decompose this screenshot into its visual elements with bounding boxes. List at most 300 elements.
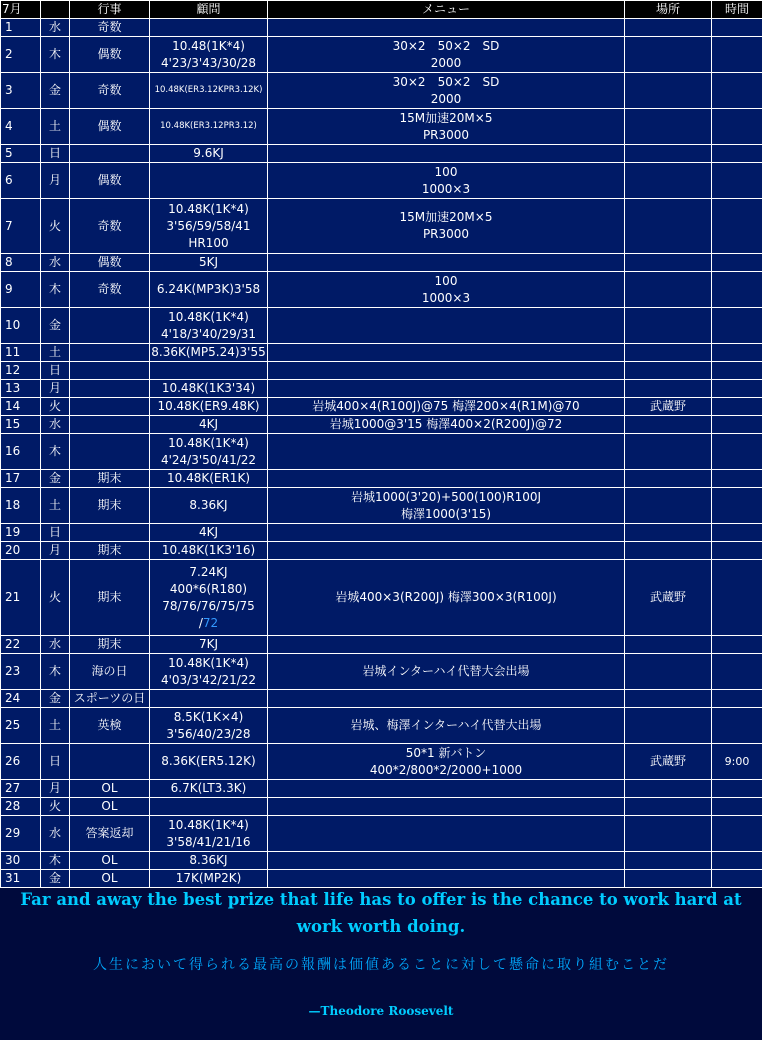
header-advisor: 顧問	[150, 1, 268, 19]
menu-cell	[268, 798, 625, 816]
time-cell	[712, 308, 762, 344]
advisor-cell-text: 8.36KJ	[189, 853, 228, 867]
event-cell	[70, 690, 150, 708]
advisor-cell-text: 10.48K(ER3.12PR3.12)	[160, 121, 257, 131]
event-cell-text: OL	[101, 853, 118, 867]
advisor-cell-text: 8.36K(ER5.12K)	[161, 754, 256, 768]
day-cell	[41, 780, 70, 798]
day-cell	[41, 254, 70, 272]
menu-cell	[268, 780, 625, 798]
date-cell	[1, 398, 41, 416]
event-cell-text: 奇数	[97, 282, 122, 296]
menu-cell-text: 30×2 50×2 SD 2000	[392, 38, 500, 70]
advisor-cell	[150, 272, 268, 308]
place-cell	[625, 542, 712, 560]
table-row	[1, 416, 762, 434]
place-cell	[625, 434, 712, 470]
advisor-cell	[150, 199, 268, 254]
event-cell-text: 期末	[97, 543, 122, 557]
event-cell-text: OL	[101, 871, 118, 885]
event-cell	[70, 470, 150, 488]
menu-cell	[268, 308, 625, 344]
table-row	[1, 380, 762, 398]
header-place: 場所	[625, 1, 712, 19]
date-cell-text: 3	[5, 83, 13, 97]
advisor-cell-text: 8.5K(1K×4) 3'56/40/23/28	[166, 709, 251, 741]
place-cell	[625, 380, 712, 398]
menu-cell	[268, 852, 625, 870]
day-cell	[41, 308, 70, 344]
time-cell	[712, 434, 762, 470]
time-cell	[712, 744, 762, 780]
time-cell	[712, 272, 762, 308]
advisor-cell	[150, 560, 268, 636]
place-cell-text: 武蔵野	[649, 399, 686, 413]
place-cell	[625, 798, 712, 816]
event-cell-text: 奇数	[97, 83, 122, 97]
table-row	[1, 690, 762, 708]
day-cell-text: 月	[48, 781, 61, 795]
event-cell-text: 偶数	[97, 47, 122, 61]
day-cell	[41, 163, 70, 199]
date-cell	[1, 163, 41, 199]
date-cell-text: 4	[5, 119, 13, 133]
date-cell	[1, 308, 41, 344]
place-cell	[625, 708, 712, 744]
date-cell	[1, 344, 41, 362]
date-cell-text: 1	[5, 20, 13, 34]
event-cell	[70, 19, 150, 37]
day-cell-text: 木	[48, 282, 61, 296]
quote-block	[0, 882, 762, 1018]
event-cell	[70, 37, 150, 73]
day-cell-text: 金	[48, 871, 61, 885]
menu-cell-text: 岩城インターハイ代替大会出場	[362, 664, 530, 678]
date-cell-text: 11	[5, 345, 21, 359]
event-cell-text: スポーツの日	[73, 691, 146, 705]
day-cell-text: 日	[48, 363, 61, 377]
event-cell	[70, 380, 150, 398]
place-cell	[625, 272, 712, 308]
day-cell	[41, 744, 70, 780]
advisor-cell-text: 10.48K(ER3.12KPR3.12K)	[154, 85, 263, 95]
time-cell	[712, 654, 762, 690]
menu-cell	[268, 398, 625, 416]
date-cell-text: 18	[5, 498, 21, 512]
menu-cell	[268, 272, 625, 308]
day-cell-text: 土	[48, 345, 61, 359]
event-cell-text: 期末	[97, 471, 122, 485]
place-cell	[625, 654, 712, 690]
menu-cell	[268, 654, 625, 690]
date-cell-text: 14	[5, 399, 21, 413]
day-cell-text: 木	[48, 853, 61, 867]
date-cell-text: 22	[5, 637, 21, 651]
advisor-cell	[150, 434, 268, 470]
event-cell	[70, 488, 150, 524]
table-row	[1, 744, 762, 780]
time-cell	[712, 19, 762, 37]
advisor-cell	[150, 109, 268, 145]
day-cell	[41, 19, 70, 37]
day-cell-text: 水	[48, 417, 61, 431]
table-row	[1, 780, 762, 798]
date-cell-text: 28	[5, 799, 21, 813]
event-cell	[70, 199, 150, 254]
table-row	[1, 816, 762, 852]
day-cell-text: 日	[48, 146, 61, 160]
advisor-cell-text: 10.48(1K*4) 4'23/3'43/30/28	[160, 38, 257, 70]
menu-cell	[268, 708, 625, 744]
table-row	[1, 636, 762, 654]
day-cell	[41, 542, 70, 560]
date-cell	[1, 199, 41, 254]
table-row	[1, 254, 762, 272]
menu-cell-text: 岩城1000(3'20)+500(100)R100J 梅澤1000(3'15)	[350, 489, 542, 521]
quote-japanese: 人生において得られる最高の報酬は価値あることに対して懸命に取り組むことだ	[93, 957, 669, 973]
advisor-cell	[150, 488, 268, 524]
time-cell	[712, 73, 762, 109]
table-row	[1, 163, 762, 199]
advisor-cell-text: 10.48K(1K*4) 3'56/59/58/41 HR100	[166, 201, 251, 250]
day-cell-text: 火	[48, 799, 61, 813]
date-cell-text: 9	[5, 282, 13, 296]
advisor-cell-text: 4KJ	[198, 525, 219, 539]
advisor-cell-text: 9.6KJ	[193, 146, 224, 160]
time-cell	[712, 145, 762, 163]
day-cell-text: 水	[48, 255, 61, 269]
menu-cell	[268, 690, 625, 708]
date-cell-text: 2	[5, 47, 13, 61]
date-cell-text: 23	[5, 664, 21, 678]
date-cell	[1, 434, 41, 470]
event-cell	[70, 816, 150, 852]
day-cell	[41, 416, 70, 434]
day-cell	[41, 199, 70, 254]
day-cell	[41, 434, 70, 470]
date-cell	[1, 560, 41, 636]
event-cell	[70, 798, 150, 816]
table-row	[1, 434, 762, 470]
time-cell	[712, 362, 762, 380]
day-cell	[41, 690, 70, 708]
date-cell	[1, 524, 41, 542]
day-cell-text: 月	[48, 381, 61, 395]
menu-cell	[268, 744, 625, 780]
date-cell-text: 19	[5, 525, 21, 539]
date-cell-text: 20	[5, 543, 21, 557]
place-cell	[625, 254, 712, 272]
quote-english: Far and away the best prize that life has to offer is the chance to work hard at work worth doing.	[20, 890, 742, 936]
menu-cell	[268, 362, 625, 380]
day-cell-text: 木	[48, 444, 61, 458]
menu-cell-text: 岩城400×3(R200J) 梅澤300×3(R100J)	[335, 590, 557, 604]
place-cell	[625, 816, 712, 852]
place-cell	[625, 560, 712, 636]
schedule-body	[1, 19, 762, 888]
event-cell	[70, 542, 150, 560]
time-cell	[712, 708, 762, 744]
advisor-cell	[150, 816, 268, 852]
time-cell	[712, 254, 762, 272]
day-cell-text: 土	[48, 498, 61, 512]
advisor-cell	[150, 690, 268, 708]
event-cell	[70, 308, 150, 344]
event-cell	[70, 145, 150, 163]
date-cell-text: 26	[5, 754, 21, 768]
table-row	[1, 470, 762, 488]
day-cell-text: 金	[48, 691, 61, 705]
menu-cell	[268, 416, 625, 434]
date-cell-text: 15	[5, 417, 21, 431]
event-cell-text: 偶数	[97, 173, 122, 187]
time-cell	[712, 690, 762, 708]
table-row	[1, 37, 762, 73]
advisor-cell	[150, 524, 268, 542]
menu-cell	[268, 199, 625, 254]
date-cell-text: 6	[5, 173, 13, 187]
advisor-tail-prefix: /	[198, 615, 203, 630]
event-cell	[70, 708, 150, 744]
menu-cell	[268, 163, 625, 199]
date-cell-text: 31	[5, 871, 21, 885]
table-row	[1, 272, 762, 308]
event-cell	[70, 272, 150, 308]
event-cell	[70, 560, 150, 636]
date-cell	[1, 654, 41, 690]
advisor-cell	[150, 380, 268, 398]
date-cell-text: 29	[5, 826, 21, 840]
header-month: 7月	[1, 1, 41, 19]
day-cell	[41, 560, 70, 636]
table-row	[1, 19, 762, 37]
table-row	[1, 524, 762, 542]
advisor-cell-text: 17K(MP2K)	[175, 871, 242, 885]
date-cell	[1, 690, 41, 708]
event-cell	[70, 344, 150, 362]
place-cell	[625, 109, 712, 145]
time-cell	[712, 380, 762, 398]
date-cell	[1, 488, 41, 524]
event-cell-text: 奇数	[97, 218, 122, 233]
date-cell	[1, 362, 41, 380]
advisor-cell-text: 10.48K(1K*4) 4'24/3'50/41/22	[160, 435, 257, 467]
date-cell	[1, 19, 41, 37]
advisor-cell-text: 7KJ	[198, 637, 219, 651]
advisor-cell	[150, 542, 268, 560]
day-cell	[41, 344, 70, 362]
header-row	[1, 1, 762, 19]
day-cell-text: 火	[48, 590, 61, 604]
advisor-highlight-text: 72	[202, 615, 219, 630]
header-event: 行事	[70, 1, 150, 19]
time-cell	[712, 109, 762, 145]
event-cell	[70, 524, 150, 542]
date-cell	[1, 272, 41, 308]
event-cell-text: 答案返却	[85, 826, 134, 840]
event-cell	[70, 362, 150, 380]
time-cell-text: 9:00	[724, 755, 750, 768]
advisor-cell	[150, 708, 268, 744]
event-cell	[70, 654, 150, 690]
day-cell-text: 金	[48, 83, 61, 97]
advisor-cell-text: 10.48K(1K3'16)	[161, 543, 256, 557]
event-cell-text: 偶数	[97, 255, 122, 269]
date-cell	[1, 542, 41, 560]
advisor-cell	[150, 780, 268, 798]
event-cell-text: OL	[101, 799, 118, 813]
menu-cell-text: 15M加速20M×5 PR3000	[399, 210, 493, 241]
place-cell	[625, 690, 712, 708]
advisor-cell	[150, 362, 268, 380]
event-cell	[70, 636, 150, 654]
place-cell	[625, 199, 712, 254]
time-cell	[712, 542, 762, 560]
date-cell-text: 13	[5, 381, 21, 395]
advisor-cell-text: 10.48K(1K*4) 4'18/3'40/29/31	[160, 309, 257, 341]
advisor-cell	[150, 744, 268, 780]
quote-author: —Theodore Roosevelt	[308, 1004, 454, 1018]
day-cell-text: 木	[48, 47, 61, 61]
menu-cell	[268, 145, 625, 163]
day-cell	[41, 852, 70, 870]
menu-cell	[268, 434, 625, 470]
date-cell-text: 30	[5, 853, 21, 867]
event-cell	[70, 744, 150, 780]
day-cell-text: 日	[48, 754, 61, 768]
advisor-cell-text: 8.36K(MP5.24)3'55	[151, 345, 266, 359]
date-cell	[1, 708, 41, 744]
date-cell	[1, 37, 41, 73]
day-cell	[41, 470, 70, 488]
day-cell-text: 火	[48, 399, 61, 413]
date-cell	[1, 254, 41, 272]
day-cell	[41, 398, 70, 416]
day-cell-text: 水	[48, 20, 61, 34]
time-cell	[712, 470, 762, 488]
menu-cell	[268, 542, 625, 560]
advisor-cell-text: 10.48K(1K*4) 4'03/3'42/21/22	[160, 655, 257, 687]
date-cell	[1, 73, 41, 109]
event-cell	[70, 434, 150, 470]
advisor-cell	[150, 470, 268, 488]
menu-cell	[268, 380, 625, 398]
day-cell-text: 水	[48, 826, 61, 840]
day-cell-text: 水	[48, 637, 61, 651]
advisor-cell	[150, 636, 268, 654]
event-cell	[70, 163, 150, 199]
menu-cell	[268, 816, 625, 852]
table-row	[1, 73, 762, 109]
table-row	[1, 308, 762, 344]
day-cell	[41, 145, 70, 163]
menu-cell	[268, 109, 625, 145]
time-cell	[712, 816, 762, 852]
event-cell-text: 海の日	[91, 664, 128, 678]
date-cell	[1, 380, 41, 398]
menu-cell	[268, 560, 625, 636]
place-cell	[625, 524, 712, 542]
event-cell	[70, 852, 150, 870]
place-cell	[625, 344, 712, 362]
date-cell	[1, 744, 41, 780]
menu-cell	[268, 636, 625, 654]
day-cell	[41, 654, 70, 690]
date-cell-text: 10	[5, 318, 21, 332]
day-cell-text: 月	[48, 543, 61, 557]
place-cell	[625, 362, 712, 380]
menu-cell	[268, 254, 625, 272]
advisor-cell	[150, 254, 268, 272]
advisor-cell	[150, 163, 268, 199]
menu-cell-text: 100 1000×3	[421, 273, 471, 305]
menu-cell	[268, 488, 625, 524]
advisor-cell-text: 6.24K(MP3K)3'58	[156, 282, 261, 296]
day-cell-text: 土	[48, 718, 61, 732]
date-cell	[1, 816, 41, 852]
advisor-cell-text: 4KJ	[198, 417, 219, 431]
day-cell-text: 金	[48, 471, 61, 485]
header-menu: メニュー	[268, 1, 625, 19]
place-cell	[625, 398, 712, 416]
date-cell-text: 21	[5, 590, 21, 604]
advisor-cell-text: 10.48K(1K3'34)	[161, 381, 256, 395]
menu-cell-text: 100 1000×3	[421, 164, 471, 196]
time-cell	[712, 416, 762, 434]
date-cell-text: 16	[5, 444, 21, 458]
event-cell	[70, 73, 150, 109]
menu-cell	[268, 344, 625, 362]
date-cell-text: 24	[5, 691, 21, 705]
place-cell-text: 武蔵野	[649, 754, 686, 768]
day-cell-text: 月	[48, 173, 61, 187]
place-cell-text: 武蔵野	[649, 590, 686, 604]
place-cell	[625, 19, 712, 37]
time-cell	[712, 524, 762, 542]
advisor-cell	[150, 19, 268, 37]
table-row	[1, 542, 762, 560]
table-row	[1, 654, 762, 690]
place-cell	[625, 308, 712, 344]
advisor-cell-text: 6.7K(LT3.3K)	[170, 781, 247, 795]
menu-cell	[268, 19, 625, 37]
advisor-cell-text: 7.24KJ 400*6(R180) 78/76/76/75/75	[162, 564, 255, 613]
day-cell-text: 金	[48, 318, 61, 332]
day-cell	[41, 816, 70, 852]
table-row	[1, 488, 762, 524]
time-cell	[712, 398, 762, 416]
place-cell	[625, 163, 712, 199]
place-cell	[625, 852, 712, 870]
day-cell	[41, 37, 70, 73]
day-cell	[41, 636, 70, 654]
advisor-cell	[150, 398, 268, 416]
date-cell-text: 25	[5, 718, 21, 732]
advisor-cell	[150, 37, 268, 73]
event-cell	[70, 254, 150, 272]
place-cell	[625, 470, 712, 488]
date-cell	[1, 416, 41, 434]
menu-cell	[268, 524, 625, 542]
menu-cell-text: 岩城、梅澤インターハイ代替大出場	[350, 718, 542, 732]
date-cell	[1, 109, 41, 145]
day-cell	[41, 524, 70, 542]
menu-cell-text: 岩城1000@3'15 梅澤400×2(R200J)@72	[329, 417, 563, 431]
place-cell	[625, 73, 712, 109]
advisor-cell	[150, 344, 268, 362]
time-cell	[712, 344, 762, 362]
day-cell	[41, 109, 70, 145]
